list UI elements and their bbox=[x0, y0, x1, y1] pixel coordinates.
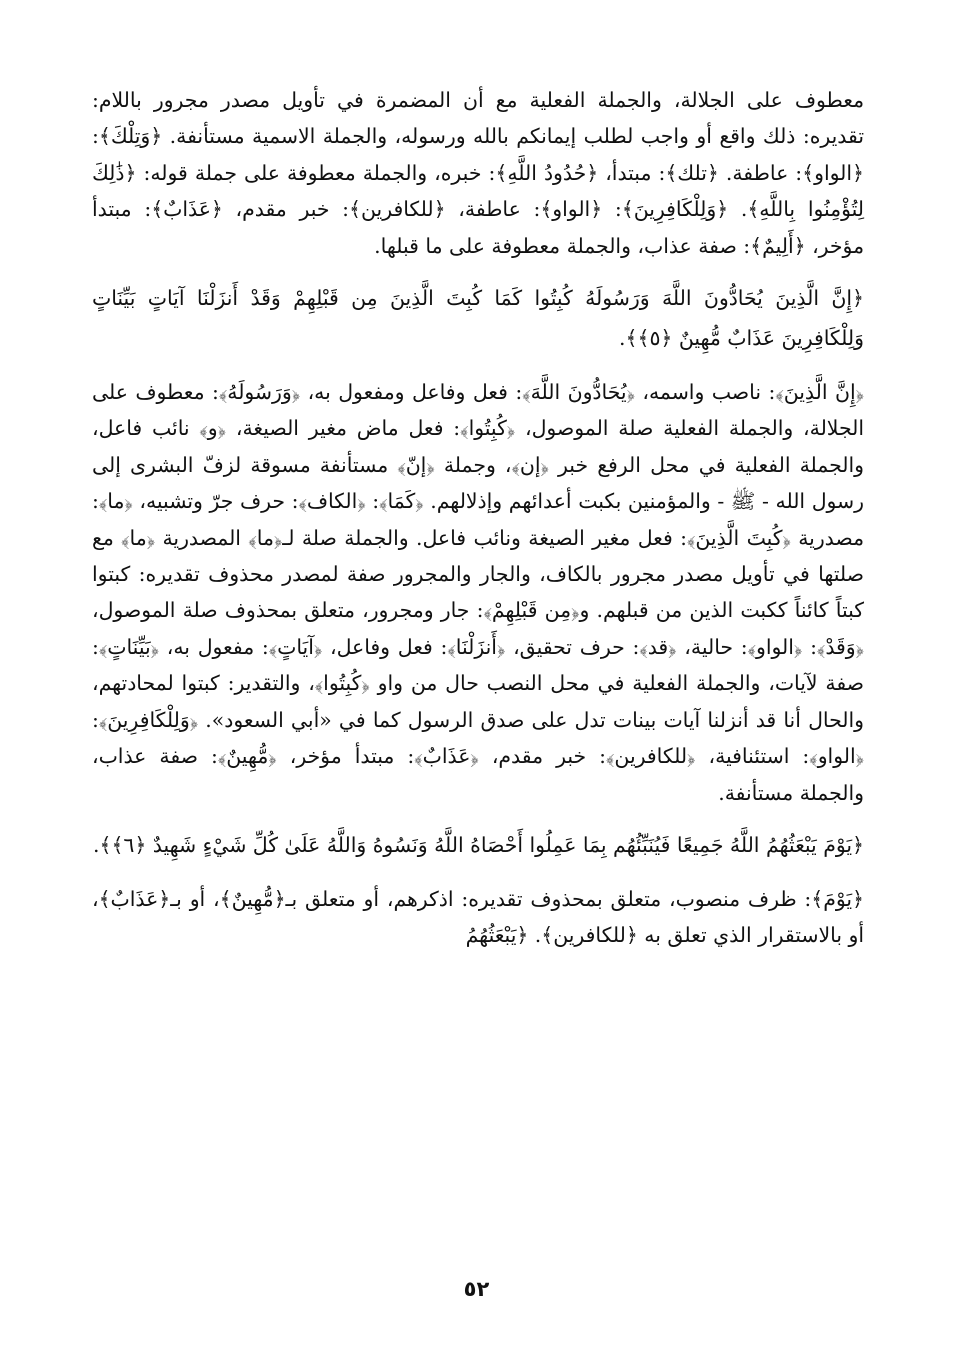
commentary-paragraph: ﴿إِنَّ الَّذِينَ﴾: ناصب واسمه، ﴿يُحَادُّونَ اللَّهَ﴾: فعل وفاعل ومفعول به، ﴿وَرَسُولَهُ﴾: معطوف على الجلالة، والجملة الفعلية صلة الموصول، ﴿كُبِتُوا﴾: فعل ماض مغير الصيغة، ﴿و﴾ نائب فاعل، والجملة الفعلية في محل الرفع خبر ﴿إن﴾، وجملة ﴿إنّ﴾ مستأنفة مسوقة لزفّ البشرى إلى رسول الله - ﷺ - والمؤمنين بكبت أعدائهم وإذلالهم. ﴿كَمَا﴾: ﴿الكاف﴾: حرف جرّ وتشبيه، ﴿ما﴾: مصدرية ﴿كُبِتَ الَّذِينَ﴾: فعل مغير الصيغة ونائب فاعل. والجملة صلة لـ﴿ما﴾ المصدرية ﴿ما﴾ مع صلتها في تأويل مصدر مجرور بالكاف، والجار والمجرور صفة لمصدر محذوف تقديره: كبتوا كبتاً كائناً ككبت الذين من قبلهم. و﴿مِن قَبْلِهِمْ﴾: جار ومجرور، متعلق بمحذوف صلة الموصول، ﴿وَقَدْ﴾: ﴿الواو﴾: حالية، ﴿قد﴾: حرف تحقيق، ﴿أَنزَلْنَا﴾: فعل وفاعل، ﴿آيَاتٍ﴾: مفعول به، ﴿بَيِّنَاتٍ﴾: صفة لآيات، والجملة الفعلية في محل النصب حال من واو ﴿كُبِتُوا﴾، والتقدير: كبتوا لمحادتهم، والحال أنا قد أنزلنا آيات بينات تدل على صدق الرسول كما في «أبي السعود». ﴿وَلِلْكَافِرِينَ﴾: ﴿الواو﴾: استئنافية، ﴿للكافرين﴾: خبر مقدم، ﴿عَذَابٌ﴾: مبتدأ مؤخر، ﴿مُّهِينٌ﴾: صفة عذاب، والجملة مستأنفة. bbox=[92, 380, 864, 805]
commentary-paragraph: معطوف على الجلالة، والجملة الفعلية مع أن المضمرة في تأويل مصدر مجرور باللام: تقديره: ذلك واقع أو واجب لطلب إيمانكم بالله ورسوله، والجملة الاسمية مستأنفة. ﴿وَتِلْكَ﴾: ﴿الواو﴾: عاطفة. ﴿تلك﴾: مبتدأ، ﴿حُدُودُ اللَّهِ﴾: خبره، والجملة معطوفة على جملة قوله: ﴿ذَٰلِكَ لِتُؤْمِنُوا بِاللَّهِ﴾. ﴿وَلِلْكَافِرِينَ﴾: ﴿الواو﴾: عاطفة، ﴿للكافرين﴾: خبر مقدم، ﴿عَذَابٌ﴾: مبتدأ مؤخر، ﴿أَلِيمٌ﴾: صفة عذاب، والجملة معطوفة على ما قبلها. bbox=[92, 88, 864, 258]
quran-verse-6: ﴿يَوْمَ يَبْعَثُهُمُ اللَّهُ جَمِيعًا فَيُنَبِّئُهُم بِمَا عَمِلُوا أَحْصَاهُ اللَّهُ وَنَسُوهُ وَاللَّهُ عَلَىٰ كُلِّ شَيْءٍ شَهِيدٌ ﴿٦﴾﴾. bbox=[93, 832, 864, 857]
page-body bbox=[92, 82, 864, 1352]
commentary-paragraph: ﴿يَوْمَ﴾: ظرف منصوب، متعلق بمحذوف تقديره: اذكرهم، أو متعلق بـ﴿مُّهِينٌ﴾، أو بـ﴿عَذَابٌ﴾، أو بالاستقرار الذي تعلق به ﴿للكافرين﴾. ﴿يَبْعَثُهُمُ bbox=[92, 886, 864, 948]
page-number: ٥٢ bbox=[463, 1277, 490, 1301]
quran-verse-5: ﴿إِنَّ الَّذِينَ يُحَادُّونَ اللَّهَ وَرَسُولَهُ كُبِتُوا كَمَا كُبِتَ الَّذِينَ مِن قَبْلِهِمْ وَقَدْ أَنزَلْنَا آيَاتٍ بَيِّنَاتٍ وَلِلْكَافِرِينَ عَذَابٌ مُّهِينٌ ﴿٥﴾﴾. bbox=[92, 286, 864, 351]
